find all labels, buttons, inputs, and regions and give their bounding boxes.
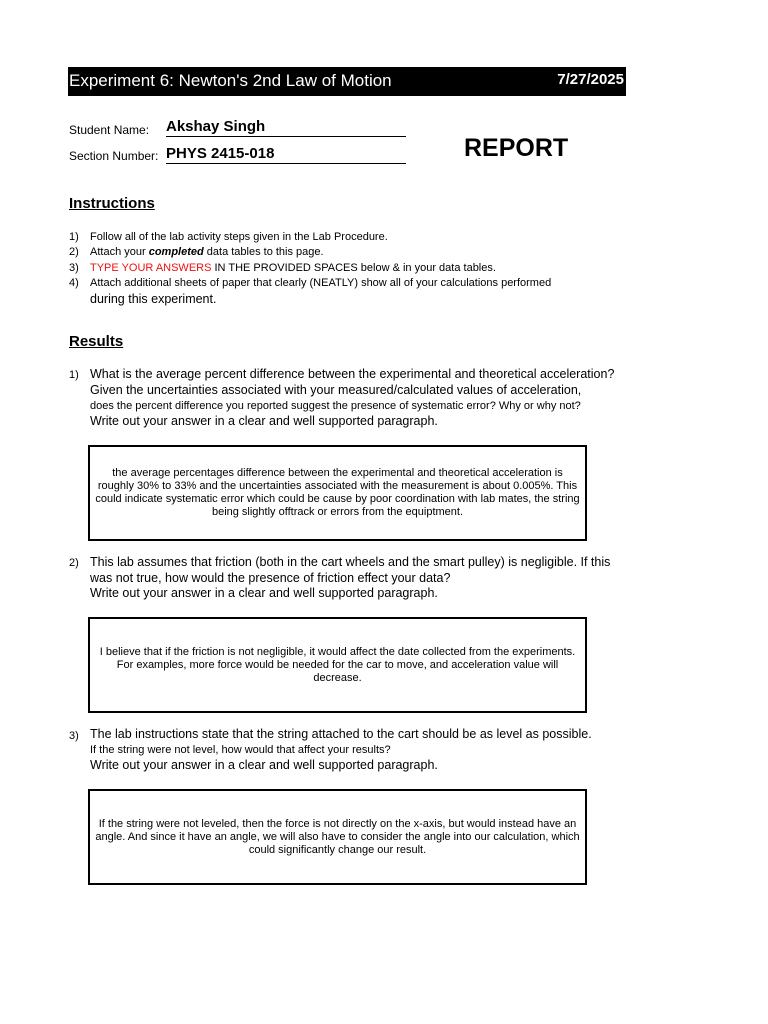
report-date: 7/27/2025 bbox=[557, 71, 624, 88]
results-heading: Results bbox=[69, 333, 124, 350]
instruction-item-continued: during this experiment. bbox=[90, 292, 217, 306]
instruction-number: 4) bbox=[69, 277, 79, 289]
answer-box-1[interactable] bbox=[88, 445, 587, 541]
question-number: 2) bbox=[69, 557, 79, 569]
question-line: If the string were not level, how would that affect your results? bbox=[90, 744, 391, 756]
answer-text: If the string were not leveled, then the force is not directly on the x-axis, but would instead have an angle. And since it have an angle, we will also have to consider the angle into our calculation, which could significantly change our result. bbox=[95, 817, 580, 856]
instruction-item: TYPE YOUR ANSWERS IN THE PROVIDED SPACES below & in your data tables. bbox=[90, 262, 496, 274]
student-name-label: Student Name: bbox=[69, 123, 150, 137]
question-line: Given the uncertainties associated with your measured/calculated values of acceleration, bbox=[90, 383, 582, 397]
instructions-heading: Instructions bbox=[69, 195, 155, 212]
report-title: REPORT bbox=[464, 134, 569, 162]
question-line: This lab assumes that friction (both in the cart wheels and the smart pulley) is negligible. If this bbox=[90, 555, 611, 569]
instruction-item: Attach your completed data tables to this page. bbox=[90, 246, 324, 258]
answer-box-3[interactable] bbox=[88, 789, 587, 885]
type-answers-highlight: TYPE YOUR ANSWERS bbox=[90, 262, 212, 274]
question-line: was not true, how would the presence of friction effect your data? bbox=[90, 571, 451, 585]
question-line: Write out your answer in a clear and well supported paragraph. bbox=[90, 758, 438, 772]
instruction-number: 2) bbox=[69, 246, 79, 258]
student-name-field[interactable]: Akshay Singh bbox=[166, 118, 406, 137]
answer-text: I believe that if the friction is not negligible, it would affect the date collected from the experiments. For examples, more force would be needed for the car to move, and acceleration value will decrease. bbox=[99, 645, 576, 684]
answer-box-2[interactable] bbox=[88, 617, 587, 713]
question-line: Write out your answer in a clear and well supported paragraph. bbox=[90, 586, 438, 600]
experiment-title: Experiment 6: Newton's 2nd Law of Motion bbox=[69, 71, 392, 90]
instruction-item: Follow all of the lab activity steps given in the Lab Procedure. bbox=[90, 231, 388, 243]
question-number: 3) bbox=[69, 730, 79, 742]
section-number-label: Section Number: bbox=[69, 149, 159, 163]
question-line: The lab instructions state that the string attached to the cart should be as level as possible. bbox=[90, 727, 592, 741]
instruction-item: Attach additional sheets of paper that clearly (NEATLY) show all of your calculations performed bbox=[90, 277, 552, 289]
question-line: does the percent difference you reported suggest the presence of systematic error? Why or why not? bbox=[90, 400, 581, 412]
instruction-number: 1) bbox=[69, 231, 79, 243]
question-line: What is the average percent difference between the experimental and theoretical acceleration? bbox=[90, 367, 615, 381]
header-bar bbox=[68, 67, 626, 96]
question-line: Write out your answer in a clear and well supported paragraph. bbox=[90, 414, 438, 428]
completed-emphasis: completed bbox=[148, 246, 204, 258]
section-number-field[interactable]: PHYS 2415-018 bbox=[166, 145, 406, 164]
question-number: 1) bbox=[69, 369, 79, 381]
answer-text: the average percentages difference between the experimental and theoretical acceleration is roughly 30% to 33% and the uncertainties associated with the measurement is about 0.005%. This could indicate systematic error which could be cause by poor coordination with lab mates, the string being slightly offtrack or errors from the equiptment. bbox=[95, 467, 580, 518]
instruction-number: 3) bbox=[69, 262, 79, 274]
